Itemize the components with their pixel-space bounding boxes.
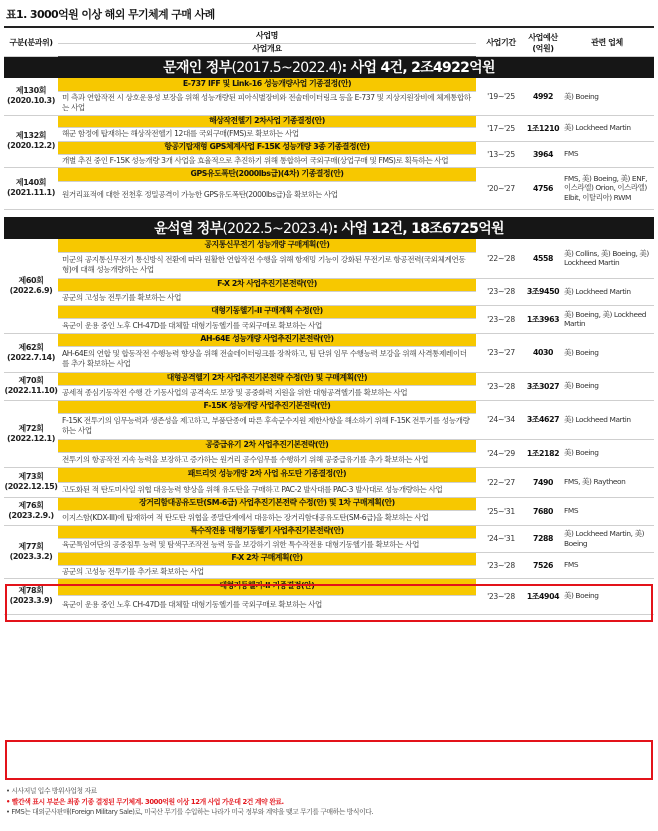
project-vendor: 美) Boeing <box>560 439 654 467</box>
meeting-date: (2022.12.15) <box>4 482 58 491</box>
project-name: 장거리함대공유도탄(SM-6급) 사업추진기본전략 수정(안) 및 1차 구매계획(안) <box>58 497 476 510</box>
section-government: 윤석열 정부 <box>154 221 223 237</box>
project-period: '23~'28 <box>476 278 526 305</box>
meeting-number: 제60회 <box>18 275 44 285</box>
meeting-number: 제76회 <box>18 501 44 510</box>
meeting-number: 제70회 <box>18 376 44 385</box>
project-vendor: 美) Boeing <box>560 578 654 614</box>
meeting-cell <box>4 167 58 209</box>
project-period: '22~'27 <box>476 467 526 497</box>
meeting-cell <box>4 115 58 167</box>
section-band-moon <box>4 56 654 78</box>
project-budget: 7288 <box>526 525 560 552</box>
project-overview: 고도화된 적 탄도미사일 위협 대응능력 향상을 위해 유도탄을 구매하고 PAC-2 발사대를 PAC-3 발사대로 성능개량하는 사업 <box>58 482 476 497</box>
project-period: '23~'27 <box>476 333 526 372</box>
footnote-source: • 시사저널 입수 방위사업청 자료 <box>6 787 97 795</box>
project-overview: 미 측과 연합작전 시 상호운용성 보장을 위해 성능개량된 피아식별장비와 전술데이터링크 등을 E-737 및 지상지원장비에 체계통합하는 사업 <box>58 91 476 115</box>
meeting-date: (2020.12.2) <box>7 141 55 150</box>
project-vendor: 美) Lockheed Martin <box>560 115 654 141</box>
project-name: AH-64E 성능개량 사업추진기본전략(안) <box>58 333 476 346</box>
project-overview: 원거리표적에 대한 전천후 정밀공격이 가능한 GPS유도폭탄(2000lbs급)을 확보하는 사업 <box>58 181 476 209</box>
project-vendor: FMS <box>560 141 654 167</box>
project-period: '22~'28 <box>476 239 526 278</box>
meeting-date: (2022.12.1) <box>7 433 55 443</box>
project-period: '24~'29 <box>476 439 526 467</box>
header-budget <box>526 30 560 56</box>
meeting-cell <box>4 497 58 525</box>
project-vendor: 美) Boeing <box>560 78 654 115</box>
meeting-number: 제77회 <box>18 541 44 551</box>
project-name: 대형기동헬기-II 구매계획 수정(안) <box>58 305 476 318</box>
section-summary: : 사업 12건, 18조6725억원 <box>332 221 504 237</box>
project-overview: F-15K 전투기의 임무능력과 생존성을 제고하고, 부품단종에 따른 후속군수지원 제한사항을 해소하기 위해 F-15K 전투기를 성능개량하는 사업 <box>58 413 476 439</box>
project-period: '23~'28 <box>476 305 526 333</box>
header-period: 사업기간 <box>476 30 526 56</box>
meeting-cell <box>4 525 58 578</box>
highlight-box-78 <box>5 740 653 780</box>
project-overview: 공군의 고성능 전투기를 추가로 확보하는 사업 <box>58 565 476 578</box>
meeting-cell <box>4 78 58 115</box>
title-divider <box>4 26 654 28</box>
project-period: '25~'31 <box>476 497 526 525</box>
project-budget: 4992 <box>526 78 560 115</box>
project-budget: 3조4627 <box>526 400 560 439</box>
project-overview: 육군이 운용 중인 노후 CH-47D를 대체할 대형기동헬기를 국외구매로 확보하는 사업 <box>58 595 476 614</box>
meeting-cell <box>4 400 58 467</box>
project-period: '23~'28 <box>476 552 526 578</box>
project-name: GPS유도폭탄(2000lbs급)(4차) 기종결정(안) <box>58 167 476 181</box>
project-overview: AH-64E의 연합 및 합동작전 수행능력 향상을 위해 전술데이터링크를 장착하고, 팀 단위 임무 수행능력 보강을 위해 사격통제레이더를 추가 확보하는 사업 <box>58 346 476 372</box>
header-project-name: 사업명 <box>58 30 476 43</box>
project-period: '20~'27 <box>476 167 526 209</box>
project-period: '13~'25 <box>476 141 526 167</box>
section-summary: : 사업 4건, 2조4922억원 <box>341 60 495 77</box>
meeting-date: (2023.3.2) <box>9 551 53 561</box>
project-period: '23~'28 <box>476 578 526 614</box>
meeting-date: (2023.2.9.) <box>8 511 54 520</box>
meeting-date: (2020.10.3) <box>7 96 55 106</box>
project-vendor: FMS <box>560 497 654 525</box>
meeting-number: 제132회 <box>15 131 47 140</box>
meeting-date: (2023.3.9) <box>9 596 53 605</box>
project-name: 해상작전헬기 2차사업 기종결정(안) <box>58 115 476 127</box>
project-overview: 육군특임여단의 공중침투 능력 및 탐색구조작전 능력 등을 보강하기 위한 특수작전용 대형기동헬기를 확보하는 사업 <box>58 538 476 552</box>
weapons-purchase-table <box>4 30 654 615</box>
project-name: F-X 2차 구매계획(안) <box>58 552 476 565</box>
project-vendor: FMS, 美) Raytheon <box>560 467 654 497</box>
project-name: 특수작전용 대형기동헬기 사업추진기본전략(안) <box>58 525 476 538</box>
project-budget: 1조4904 <box>526 578 560 614</box>
project-period: '24~'31 <box>476 525 526 552</box>
project-overview: 이지스함(KDX-III)에 탑재하여 적 탄도탄 위협을 종말단계에서 대응하는 장거리함대공유도탄(SM-6급)을 확보하는 사업 <box>58 510 476 525</box>
project-vendor: 美) Lockheed Martin <box>560 400 654 439</box>
footnote-fms: • FMS는 대외군사판매(Foreign Military Sale)로, 미국산 무기를 수입하는 나라가 미국 정부와 계약을 맺고 무기를 구매하는 방식이다. <box>6 808 374 817</box>
meeting-number: 제140회 <box>15 178 47 187</box>
header-budget-line1: 사업예산 <box>528 32 558 42</box>
meeting-number: 제73회 <box>18 472 44 481</box>
project-budget: 1조2182 <box>526 439 560 467</box>
meeting-cell <box>4 372 58 400</box>
project-name: 대형공격헬기 2차 사업추진기본전략 수정(안) 및 구매계획(안) <box>58 372 476 385</box>
meeting-date: (2022.11.10) <box>4 386 58 395</box>
project-name: E-737 IFF 및 Link-16 성능개량사업 기종결정(안) <box>58 78 476 91</box>
project-budget: 1조3963 <box>526 305 560 333</box>
project-name: F-15K 성능개량 사업추진기본전략(안) <box>58 400 476 413</box>
project-vendor: 美) Boeing, 美) Lockheed Martin <box>560 305 654 333</box>
meeting-cell <box>4 467 58 497</box>
project-name: 항공기탑재형 GPS체계사업 F-15K 성능개량 3종 기종결정(안) <box>58 141 476 154</box>
meeting-cell <box>4 578 58 614</box>
project-name: F-X 2차 사업추진기본전략(안) <box>58 278 476 291</box>
meeting-number: 제72회 <box>18 423 44 433</box>
header-vendor: 관련 업체 <box>560 30 654 56</box>
header-project-overview: 사업개요 <box>58 43 476 56</box>
project-overview: 개별 추진 중인 F-15K 성능개량 3개 사업을 효율적으로 추진하기 위해 통합하여 국외구매(상업구매 및 FMS)로 획득하는 사업 <box>58 154 476 167</box>
project-budget: 4558 <box>526 239 560 278</box>
project-vendor: 美) Boeing <box>560 333 654 372</box>
project-period: '23~'28 <box>476 372 526 400</box>
project-vendor: 美) Boeing <box>560 372 654 400</box>
header-category: 구분(분과위) <box>4 30 58 56</box>
project-name: 대형기동헬기-II 기종결정(안) <box>58 578 476 595</box>
project-overview: 해군 함정에 탑재하는 해상작전헬기 12대를 국외구매(FMS)로 확보하는 사업 <box>58 127 476 141</box>
project-budget: 7526 <box>526 552 560 578</box>
meeting-date: (2021.11.1) <box>7 188 55 197</box>
project-period: '19~'25 <box>476 78 526 115</box>
meeting-date: (2022.6.9) <box>9 285 53 295</box>
section-gap <box>4 209 654 217</box>
footnotes <box>6 786 373 818</box>
project-vendor: 美) Lockheed Martin, 美) Boeing <box>560 525 654 552</box>
section-term: (2022.5~2023.4) <box>222 221 333 237</box>
project-vendor: FMS, 美) Boeing, 美) ENF, 이스라엘) Orion, 이스라엘) Elbit, 이탈리아) RWM <box>560 167 654 209</box>
project-overview: 육군이 운용 중인 노후 CH-47D를 대체할 대형기동헬기를 국외구매로 확보하는 사업 <box>58 318 476 333</box>
project-budget: 7680 <box>526 497 560 525</box>
project-budget: 3964 <box>526 141 560 167</box>
project-overview: 전투기의 항공작전 지속 능력을 보장하고 증가하는 원거리 공수임무를 수행하기 위해 공중급유기를 추가 확보하는 사업 <box>58 452 476 467</box>
project-vendor: 美) Collins, 美) Boeing, 美) Lockheed Martin <box>560 239 654 278</box>
project-name: 패트리엇 성능개량 2차 사업 유도탄 기종결정(안) <box>58 467 476 482</box>
project-overview: 공세적 종심기동작전 수행 간 기동사업의 공격속도 보장 및 공중화력 지원을 위한 대형공격헬기를 확보하는 사업 <box>58 385 476 400</box>
meeting-number: 제62회 <box>18 342 44 352</box>
section-band-yoon <box>4 217 654 239</box>
project-budget: 3조3027 <box>526 372 560 400</box>
project-budget: 7490 <box>526 467 560 497</box>
project-overview: 미군의 공지통신무전기 통신방식 전환에 따라 원활한 연합작전 수행을 위해 항재밍 기능이 강화된 무전기로 항공전력(국외체계연동형)에 대해 성능개량하는 사업 <box>58 252 476 278</box>
project-overview: 공군의 고성능 전투기를 확보하는 사업 <box>58 291 476 305</box>
project-budget: 3조9450 <box>526 278 560 305</box>
project-vendor: FMS <box>560 552 654 578</box>
project-period: '17~'25 <box>476 115 526 141</box>
meeting-cell <box>4 333 58 372</box>
section-government: 문재인 정부 <box>163 60 232 77</box>
meeting-number: 제130회 <box>15 86 47 96</box>
section-term: (2017.5~2022.4) <box>231 60 342 77</box>
project-budget: 4030 <box>526 333 560 372</box>
table-title: 표1. 3000억원 이상 해외 무기체계 구매 사례 <box>6 8 215 21</box>
meeting-number: 제78회 <box>18 586 44 595</box>
meeting-cell <box>4 239 58 333</box>
footnote-highlight: • 빨간색 표시 부분은 최종 기종 결정된 무기체계. 3000억원 이상 12개 사업 가운데 2건 계약 완료. <box>6 797 284 806</box>
project-budget: 1조1210 <box>526 115 560 141</box>
project-name: 공지통신무전기 성능개량 구매계획(안) <box>58 239 476 252</box>
project-name: 공중급유기 2차 사업추진기본전략(안) <box>58 439 476 452</box>
project-period: '24~'34 <box>476 400 526 439</box>
project-vendor: 美) Lockheed Martin <box>560 278 654 305</box>
header-budget-line2: (억원) <box>532 43 554 53</box>
meeting-date: (2022.7.14) <box>7 352 55 362</box>
project-budget: 4756 <box>526 167 560 209</box>
